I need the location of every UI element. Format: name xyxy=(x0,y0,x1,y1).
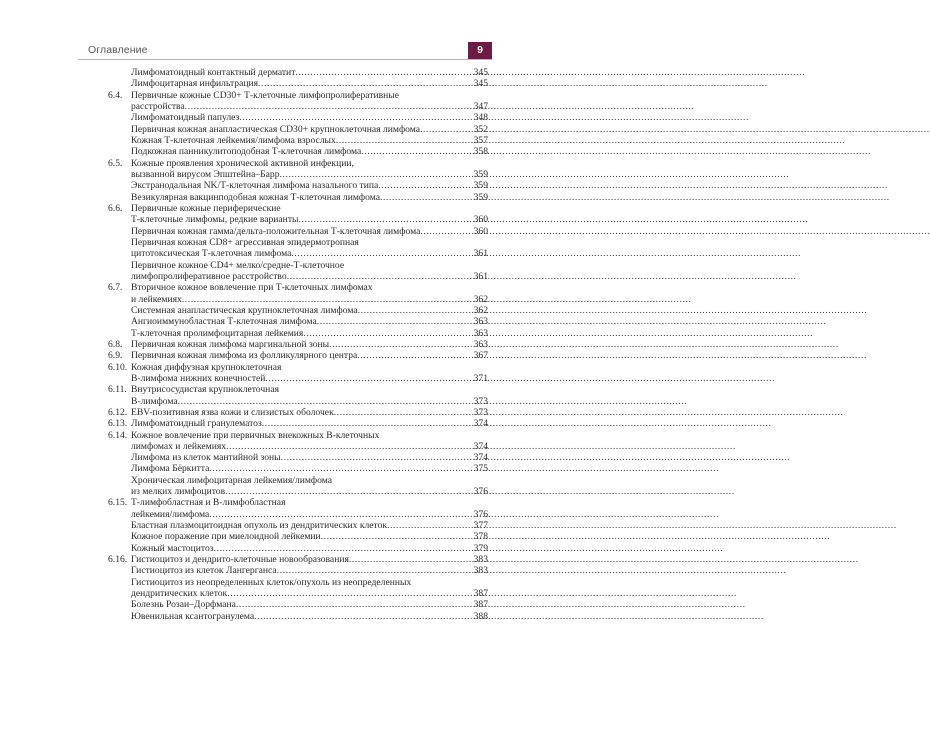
toc-entry[interactable] xyxy=(108,486,488,497)
toc-entry[interactable] xyxy=(108,169,488,180)
section-number: 6.12. xyxy=(108,406,128,418)
entry-title: Экстранодальная NK/Т-клеточная лимфома назального типа xyxy=(131,180,379,192)
page-ref: 358 xyxy=(473,146,488,158)
page-ref: 374 xyxy=(473,440,488,452)
page-ref: 371 xyxy=(473,372,488,384)
dot-leader xyxy=(334,407,473,418)
entry-title: из мелких лимфоцитов xyxy=(131,486,226,498)
section-number: 6.6. xyxy=(108,202,123,214)
section-number: 6.11. xyxy=(108,384,127,396)
dot-leader xyxy=(291,248,472,259)
page-ref: 345 xyxy=(473,67,488,78)
entry-title: Кожная Т-клеточная лейкемия/лимфома взрослых xyxy=(131,134,336,146)
page-ref: 360 xyxy=(473,225,488,237)
page-ref: 387 xyxy=(473,599,488,611)
entry-title: Кожные проявления хронической активной инфекции, xyxy=(131,157,354,169)
page-ref: 363 xyxy=(473,316,488,328)
toc-entry[interactable] xyxy=(108,260,488,271)
toc-section-entry[interactable] xyxy=(108,362,488,373)
entry-title: вызванной вирусом Эпштейна–Барр xyxy=(131,168,280,180)
toc-entry[interactable] xyxy=(108,520,488,531)
section-number: 6.8. xyxy=(108,338,123,350)
page-ref: 373 xyxy=(473,395,488,407)
entry-title: расстройства xyxy=(131,100,185,112)
entry-title: Первичная кожная анапластическая CD30+ крупноклеточная лимфома xyxy=(131,123,421,135)
toc-entry[interactable] xyxy=(108,588,488,599)
toc-entry[interactable] xyxy=(108,611,488,622)
toc-entry[interactable] xyxy=(108,135,488,146)
section-number: 6.15. xyxy=(108,497,128,509)
entry-title: Лимфоматоидный контактный дерматит xyxy=(131,67,296,78)
dot-leader xyxy=(420,124,473,135)
toc-section-entry[interactable] xyxy=(108,407,488,418)
page-ref: 376 xyxy=(473,508,488,520)
toc-entry[interactable] xyxy=(108,463,488,474)
dot-leader xyxy=(258,78,473,89)
entry-title: Бластная плазмоцитоидная опухоль из дендритических клеток xyxy=(131,520,388,532)
dot-leader xyxy=(303,328,472,339)
dot-leader xyxy=(209,463,472,474)
toc-entry[interactable] xyxy=(108,192,488,203)
entry-title: Лимфоматоидный папулез xyxy=(131,112,240,124)
toc-entry[interactable] xyxy=(108,531,488,542)
section-number: 6.13. xyxy=(108,418,128,430)
page-ref: 357 xyxy=(473,134,488,146)
entry-title: Гистиоцитоз из клеток Лангерганса xyxy=(131,565,277,577)
toc-entry[interactable] xyxy=(108,237,488,248)
page-ref: 378 xyxy=(473,531,488,543)
entry-title: Т-лимфобластная и В-лимфобластная xyxy=(131,497,286,509)
dot-leader xyxy=(387,520,473,531)
table-of-contents xyxy=(108,67,488,622)
page-ref: 359 xyxy=(473,191,488,203)
entry-title: Ангиоиммунобластная Т-клеточная лимфома xyxy=(131,316,317,328)
page-ref: 388 xyxy=(473,610,488,622)
toc-section-entry[interactable] xyxy=(108,430,488,441)
section-number: 6.16. xyxy=(108,554,128,566)
toc-entry[interactable] xyxy=(108,441,488,452)
toc-entry[interactable] xyxy=(108,248,488,259)
page-ref: 374 xyxy=(473,452,488,464)
toc-entry[interactable] xyxy=(108,373,488,384)
page-ref: 362 xyxy=(473,293,488,305)
dot-leader xyxy=(254,611,473,622)
entry-title: Лимфома Бёркитта xyxy=(131,463,210,475)
page-ref: 363 xyxy=(473,327,488,339)
page-ref: 361 xyxy=(473,248,488,260)
entry-title: Первичные кожные CD30+ Т-клеточные лимфопролиферативные xyxy=(131,89,399,101)
toc-entry[interactable] xyxy=(108,565,488,576)
page-ref: 363 xyxy=(473,338,488,350)
entry-title: цитотоксическая Т-клеточная лимфома xyxy=(131,248,292,260)
dot-leader xyxy=(225,486,473,497)
entry-title: Т-клеточные лимфомы, редкие варианты xyxy=(131,214,299,226)
entry-title: Лимфома из клеток мантийной зоны xyxy=(131,452,281,464)
toc-entry[interactable] xyxy=(108,112,488,123)
page-ref: 348 xyxy=(473,112,488,124)
entry-title: EBV-позитивная язва кожи и слизистых оболочек xyxy=(131,406,334,418)
dot-leader xyxy=(226,441,473,452)
entry-title: лимфомах и лейкемиях xyxy=(131,440,227,452)
toc-section-entry[interactable] xyxy=(108,554,488,565)
entry-title: В-лимфома xyxy=(131,395,178,407)
dot-leader xyxy=(357,350,472,361)
toc-entry[interactable] xyxy=(108,294,488,305)
page-ref: 359 xyxy=(473,168,488,180)
entry-title: Хроническая лимфоцитарная лейкемия/лимфома xyxy=(131,474,333,486)
entry-title: Первичное кожное CD4+ мелко/средне-Т-клеточное xyxy=(131,259,345,271)
dot-leader xyxy=(378,180,472,191)
dot-leader xyxy=(420,226,472,237)
entry-title: Первичная кожная лимфома из фолликулярного центра xyxy=(131,350,358,362)
dot-leader xyxy=(214,543,473,554)
page-ref: 375 xyxy=(473,463,488,475)
toc-entry[interactable] xyxy=(108,475,488,486)
toc-entry[interactable] xyxy=(108,226,488,237)
section-number: 6.4. xyxy=(108,89,123,101)
entry-title: Внутрисосудистая крупноклеточная xyxy=(131,384,279,396)
toc-section-entry[interactable] xyxy=(108,90,488,101)
page-ref: 362 xyxy=(473,304,488,316)
entry-title: Лимфоматоидный гранулематоз xyxy=(131,418,262,430)
dot-leader xyxy=(380,192,473,203)
dot-leader xyxy=(281,452,473,463)
entry-title: Первичные кожные периферические xyxy=(131,202,281,214)
toc-entry[interactable] xyxy=(108,509,488,520)
page-ref: 383 xyxy=(473,565,488,577)
toc-entry[interactable] xyxy=(108,124,488,135)
page-ref: 359 xyxy=(473,180,488,192)
entry-title: Болезнь Розаи–Дорфмана xyxy=(131,599,236,611)
page-ref: 345 xyxy=(473,78,488,90)
toc-entry[interactable] xyxy=(108,146,488,157)
entry-title: Кожное поражение при миелоидной лейкемии xyxy=(131,531,321,543)
page-header xyxy=(78,43,492,60)
page-ref: 379 xyxy=(473,542,488,554)
toc-entry[interactable] xyxy=(108,271,488,282)
toc-entry[interactable] xyxy=(108,101,488,112)
entry-title: Кожный мастоцитоз xyxy=(131,542,214,554)
entry-title: Первичная кожная гамма/дельта-положительная Т-клеточная лимфома xyxy=(131,225,421,237)
toc-entry[interactable] xyxy=(108,328,488,339)
toc-entry[interactable] xyxy=(108,577,488,588)
entry-title: Первичная кожная лимфома маргинальной зоны xyxy=(131,338,330,350)
dot-leader xyxy=(361,146,472,157)
entry-title: Везикулярная вакцинподобная кожная Т-клеточная лимфома xyxy=(131,191,380,203)
entry-title: Кожное вовлечение при первичных внекожных В-клеточных xyxy=(131,429,380,441)
dot-leader xyxy=(317,316,473,327)
dot-leader xyxy=(295,67,472,78)
toc-section-entry[interactable] xyxy=(108,418,488,429)
entry-title: лейкемия/лимфома xyxy=(131,508,210,520)
dot-leader xyxy=(277,565,473,576)
toc-entry[interactable] xyxy=(108,452,488,463)
page-ref: 374 xyxy=(473,418,488,430)
section-number: 6.14. xyxy=(108,429,128,441)
page-ref: 367 xyxy=(473,350,488,362)
dot-leader xyxy=(262,418,473,429)
entry-title: Ювенильная ксантогранулема xyxy=(131,610,255,622)
entry-title: Первичная кожная CD8+ агрессивная эпидермотропная xyxy=(131,236,359,248)
toc-section-entry[interactable] xyxy=(108,497,488,508)
section-number: 6.10. xyxy=(108,361,128,373)
toc-entry[interactable] xyxy=(108,305,488,316)
toc-entry[interactable] xyxy=(108,316,488,327)
entry-title: Системная анапластическая крупноклеточная лимфома xyxy=(131,304,358,316)
toc-entry[interactable] xyxy=(108,599,488,610)
toc-section-entry[interactable] xyxy=(108,384,488,395)
dot-leader xyxy=(265,373,472,384)
entry-title: Кожная диффузная крупноклеточная xyxy=(131,361,282,373)
toc-entry[interactable] xyxy=(108,180,488,191)
section-number: 6.7. xyxy=(108,282,123,294)
toc-section-entry[interactable] xyxy=(108,350,488,361)
dot-leader xyxy=(182,294,473,305)
entry-title: В-лимфома нижних конечностей xyxy=(131,372,266,384)
toc-section-entry[interactable] xyxy=(108,339,488,350)
dot-leader xyxy=(236,599,473,610)
entry-title: лимфопролиферативное расстройство xyxy=(131,270,287,282)
dot-leader xyxy=(227,588,472,599)
dot-leader xyxy=(358,305,473,316)
dot-leader xyxy=(298,214,472,225)
dot-leader xyxy=(321,531,473,542)
dot-leader xyxy=(287,271,473,282)
entry-title: Лимфоцитарная инфильтрация xyxy=(131,78,259,90)
page-ref: 347 xyxy=(473,100,488,112)
entry-title: Гистиоцитоз и дендрито-клеточные новообразования xyxy=(131,554,349,566)
entry-title: Вторичное кожное вовлечение при Т-клеточных лимфомах xyxy=(131,282,373,294)
page-ref: 383 xyxy=(473,554,488,566)
toc-section-entry[interactable] xyxy=(108,282,488,293)
dot-leader xyxy=(349,554,473,565)
entry-title: Т-клеточная пролимфоцитарная лейкемия xyxy=(131,327,304,339)
page-ref: 352 xyxy=(473,123,488,135)
entry-title: и лейкемиях xyxy=(131,293,182,305)
toc-section-entry[interactable] xyxy=(108,158,488,169)
page-ref: 360 xyxy=(473,214,488,226)
section-number: 6.5. xyxy=(108,157,123,169)
dot-leader xyxy=(280,169,473,180)
dot-leader xyxy=(329,339,473,350)
page-ref: 377 xyxy=(473,520,488,532)
toc-entry[interactable] xyxy=(108,214,488,225)
page-ref: 387 xyxy=(473,588,488,600)
running-title: Оглавление xyxy=(88,44,148,56)
dot-leader xyxy=(336,135,473,146)
dot-leader xyxy=(209,509,472,520)
toc-section-entry[interactable] xyxy=(108,203,488,214)
dot-leader xyxy=(239,112,472,123)
page-number-badge: 9 xyxy=(468,42,492,59)
entry-title: дендритических клеток xyxy=(131,588,228,600)
section-number: 6.9. xyxy=(108,350,123,362)
entry-title: Подкожная панникулитоподобная Т-клеточная лимфома xyxy=(131,146,362,158)
toc-entry[interactable] xyxy=(108,67,488,78)
toc-entry[interactable] xyxy=(108,78,488,89)
dot-leader xyxy=(178,396,473,407)
entry-title: Гистиоцитоз из неопределенных клеток/опухоль из неопределенных xyxy=(131,576,412,588)
page-ref: 361 xyxy=(473,270,488,282)
page-ref: 376 xyxy=(473,486,488,498)
toc-entry[interactable] xyxy=(108,543,488,554)
dot-leader xyxy=(185,101,473,112)
toc-entry[interactable] xyxy=(108,396,488,407)
page-ref: 373 xyxy=(473,406,488,418)
